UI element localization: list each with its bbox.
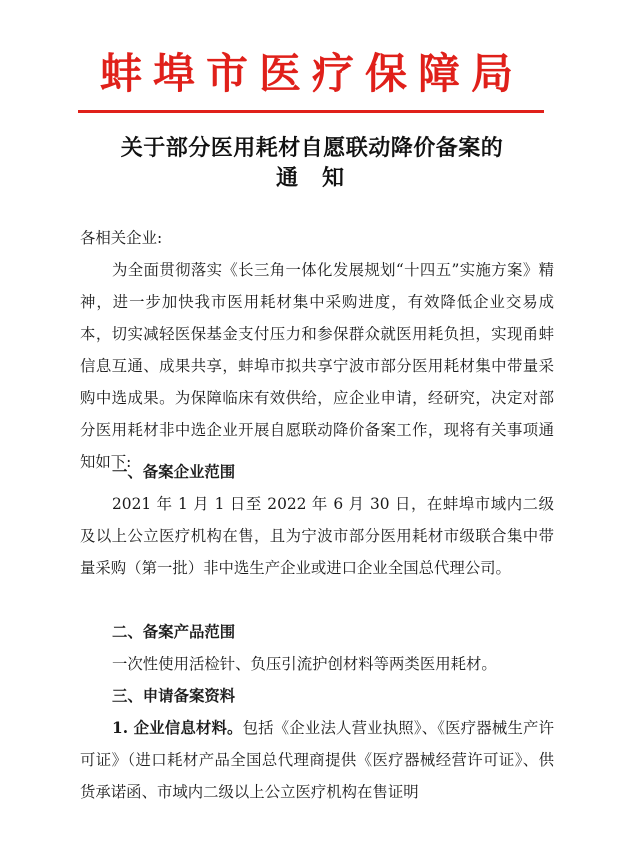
salutation: 各相关企业: — [80, 229, 163, 247]
notice-title-line-2: 通知 — [275, 165, 368, 191]
section-2-paragraph: 一次性使用活检针、负压引流护创材料等两类医用耗材。 — [112, 655, 497, 673]
notice-title-line-1: 关于部分医用耗材自愿联动降价备案的 — [120, 135, 504, 161]
section-3-item-1-lead: 1. 企业信息材料。 — [112, 719, 243, 737]
section-3-heading: 三、申请备案资料 — [112, 687, 236, 705]
red-divider-line — [78, 110, 544, 113]
intro-paragraph: 为全面贯彻落实《长三角一体化发展规划“十四五”实施方案》精神，进一步加快我市医用耗材集中采购进度，有效降低企业交易成本，切实减轻医保基金支付压力和参保群众就医用耗负担，实现甬蚌信息互通、成果共享，蚌埠市拟共享宁波市部分医用耗材集中带量采购中选成果。为保障临床有效供给，应企业申请，经研究，决定对部分医用耗材非中选企业开展自愿联动降价备案工作，现将有关事项通知如下: — [80, 261, 554, 471]
section-2-heading: 二、备案产品范围 — [112, 623, 236, 641]
section-3-item-1 — [80, 712, 554, 808]
section-1-paragraph: 2021 年 1 月 1 日至 2022 年 6 月 30 日，在蚌埠市域内二级及以上公立医疗机构在售，且为宁波市部分医用耗材市级联合集中带量采购（第一批）非中选生产企业或进口企业全国总代理公司。 — [80, 495, 554, 577]
masthead-title: 蚌埠市医疗保障局 — [99, 49, 524, 98]
section-1-heading: 一、备案企业范围 — [112, 463, 236, 481]
section-3-item-1-text: 包括《企业法人营业执照》、《医疗器械生产许可证》（进口耗材产品全国总代理商提供《医疗器械经营许可证》、供货承诺函、市域内二级以上公立医疗机构在售证明 — [80, 719, 554, 801]
